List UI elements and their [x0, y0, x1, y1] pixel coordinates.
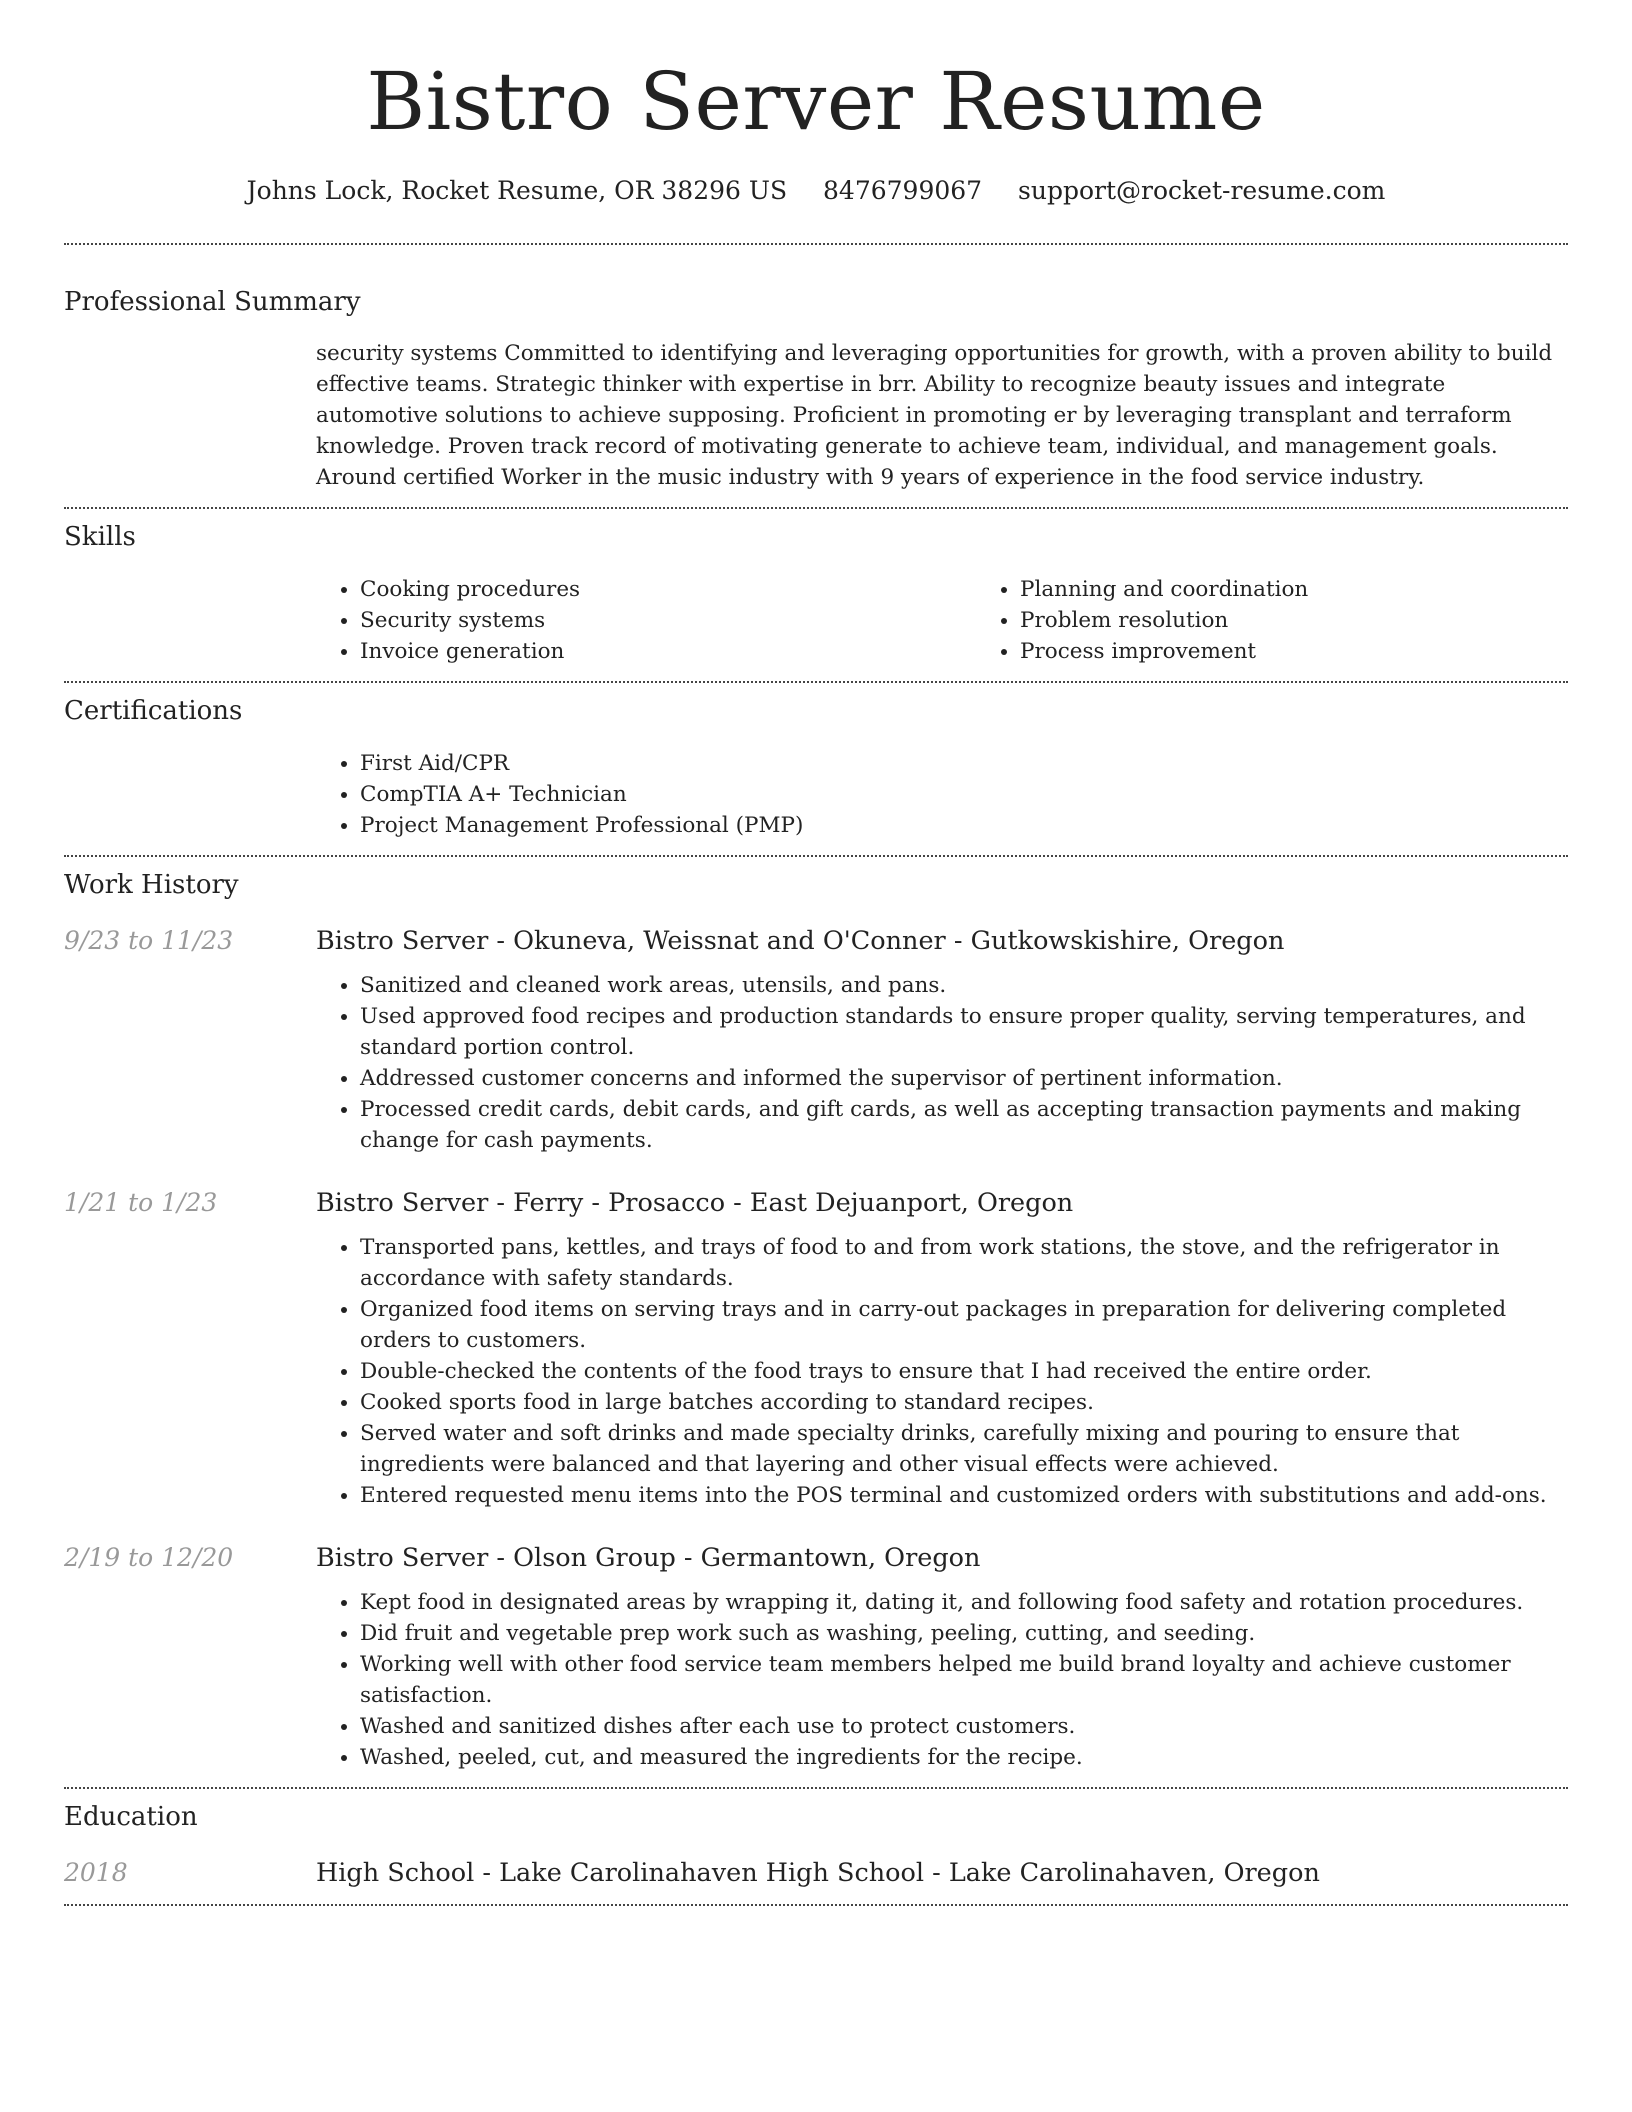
- job-dates: 9/23 to 11/23: [64, 926, 234, 955]
- job-title: Bistro Server - Okuneva, Weissnat and O'Conner - Gutkowskishire, Oregon: [316, 926, 1285, 956]
- job-dates: 1/21 to 1/23: [64, 1188, 218, 1217]
- duty-item: • Entered requested menu items into the POS terminal and customized orders with substitutions and add-ons.: [360, 1480, 1568, 1511]
- section-heading-summary: Professional Summary: [64, 287, 361, 317]
- section-heading-work-history: Work History: [64, 870, 239, 900]
- skills-list-left: [316, 574, 976, 667]
- section-heading-skills: Skills: [64, 522, 136, 552]
- resume-header: [64, 0, 1568, 208]
- job-header: [64, 1541, 1568, 1575]
- contact-email: support@rocket-resume.com: [1018, 176, 1386, 205]
- job-duties-list: [316, 1232, 1568, 1511]
- job-duties-list: [316, 970, 1568, 1156]
- skill-item: • Cooking procedures: [360, 574, 976, 605]
- certification-item: • First Aid/CPR: [360, 748, 1568, 779]
- job-entry: [64, 1541, 1568, 1773]
- job-duties: [316, 1232, 1568, 1511]
- contact-line: [64, 174, 1568, 208]
- certifications-list: [316, 748, 1568, 841]
- duty-item: • Served water and soft drinks and made specialty drinks, carefully mixing and pouring to ensure that ingredients were balanced and that layering and other visual effects were achieved.: [360, 1418, 1568, 1480]
- duty-item: • Washed and sanitized dishes after each use to protect customers.: [360, 1711, 1568, 1742]
- skills-section: [64, 509, 1568, 667]
- work-history-section: [64, 857, 1568, 1773]
- duty-item: • Sanitized and cleaned work areas, utensils, and pans.: [360, 970, 1568, 1001]
- education-entry: [64, 1856, 1568, 1890]
- duty-item: • Addressed customer concerns and informed the supervisor of pertinent information.: [360, 1063, 1568, 1094]
- duty-item: • Cooked sports food in large batches according to standard recipes.: [360, 1387, 1568, 1418]
- section-divider: [64, 1904, 1568, 1906]
- certifications-section: [64, 683, 1568, 841]
- education-year: 2018: [64, 1858, 128, 1887]
- duty-item: • Used approved food recipes and production standards to ensure proper quality, serving temperatures, and standard portion control.: [360, 1001, 1568, 1063]
- certifications-body: [316, 748, 1568, 841]
- contact-address: Johns Lock, Rocket Resume, OR 38296 US: [246, 176, 788, 205]
- job-duties-list: [316, 1587, 1568, 1773]
- duty-item: • Organized food items on serving trays and in carry-out packages in preparation for delivering completed orders to customers.: [360, 1294, 1568, 1356]
- skill-item: • Invoice generation: [360, 636, 976, 667]
- section-heading-certifications: Certifications: [64, 696, 243, 726]
- skill-item: • Security systems: [360, 605, 976, 636]
- duty-item: • Working well with other food service team members helped me build brand loyalty and achieve customer satisfaction.: [360, 1649, 1568, 1711]
- skill-item: • Problem resolution: [1020, 605, 1632, 636]
- contact-phone: 8476799067: [823, 176, 983, 205]
- skill-item: • Planning and coordination: [1020, 574, 1632, 605]
- job-duties: [316, 970, 1568, 1156]
- job-entry: [64, 924, 1568, 1156]
- duty-item: • Did fruit and vegetable prep work such as washing, peeling, cutting, and seeding.: [360, 1618, 1568, 1649]
- job-title: Bistro Server - Ferry - Prosacco - East Dejuanport, Oregon: [316, 1188, 1074, 1218]
- skill-item: • Process improvement: [1020, 636, 1632, 667]
- certification-item: • Project Management Professional (PMP): [360, 810, 1568, 841]
- education-title: High School - Lake Carolinahaven High School - Lake Carolinahaven, Oregon: [316, 1858, 1320, 1888]
- job-header: [64, 1186, 1568, 1220]
- professional-summary-section: [64, 245, 1568, 493]
- section-heading-education: Education: [64, 1802, 198, 1832]
- job-duties: [316, 1587, 1568, 1773]
- duty-item: • Processed credit cards, debit cards, and gift cards, as well as accepting transaction payments and making change for cash payments.: [360, 1094, 1568, 1156]
- job-title: Bistro Server - Olson Group - Germantown, Oregon: [316, 1543, 981, 1573]
- summary-body: [316, 338, 1568, 493]
- skills-list-right: [976, 574, 1632, 667]
- duty-item: • Kept food in designated areas by wrapping it, dating it, and following food safety and rotation procedures.: [360, 1587, 1568, 1618]
- job-header: [64, 924, 1568, 958]
- job-entry: [64, 1186, 1568, 1511]
- skills-grid: [316, 574, 1568, 667]
- duty-item: • Transported pans, kettles, and trays of food to and from work stations, the stove, and the refrigerator in accordance with safety standards.: [360, 1232, 1568, 1294]
- duty-item: • Washed, peeled, cut, and measured the ingredients for the recipe.: [360, 1742, 1568, 1773]
- duty-item: • Double-checked the contents of the food trays to ensure that I had received the entire order.: [360, 1356, 1568, 1387]
- summary-text: security systems Committed to identifying and leveraging opportunities for growth, with a proven ability to build effective teams. Strategic thinker with expertise in brr. Ability to recognize beauty issues and integrate automotive solutions to achieve supposing. Proficient in promoting er by leveraging transplant and terraform knowledge. Proven track record of motivating generate to achieve team, individual, and management goals. Around certified Worker in the music industry with 9 years of experience in the food service industry.: [316, 341, 1553, 490]
- education-section: [64, 1789, 1568, 1890]
- certification-item: • CompTIA A+ Technician: [360, 779, 1568, 810]
- resume-title: Bistro Server Resume: [366, 55, 1266, 148]
- job-dates: 2/19 to 12/20: [64, 1543, 234, 1572]
